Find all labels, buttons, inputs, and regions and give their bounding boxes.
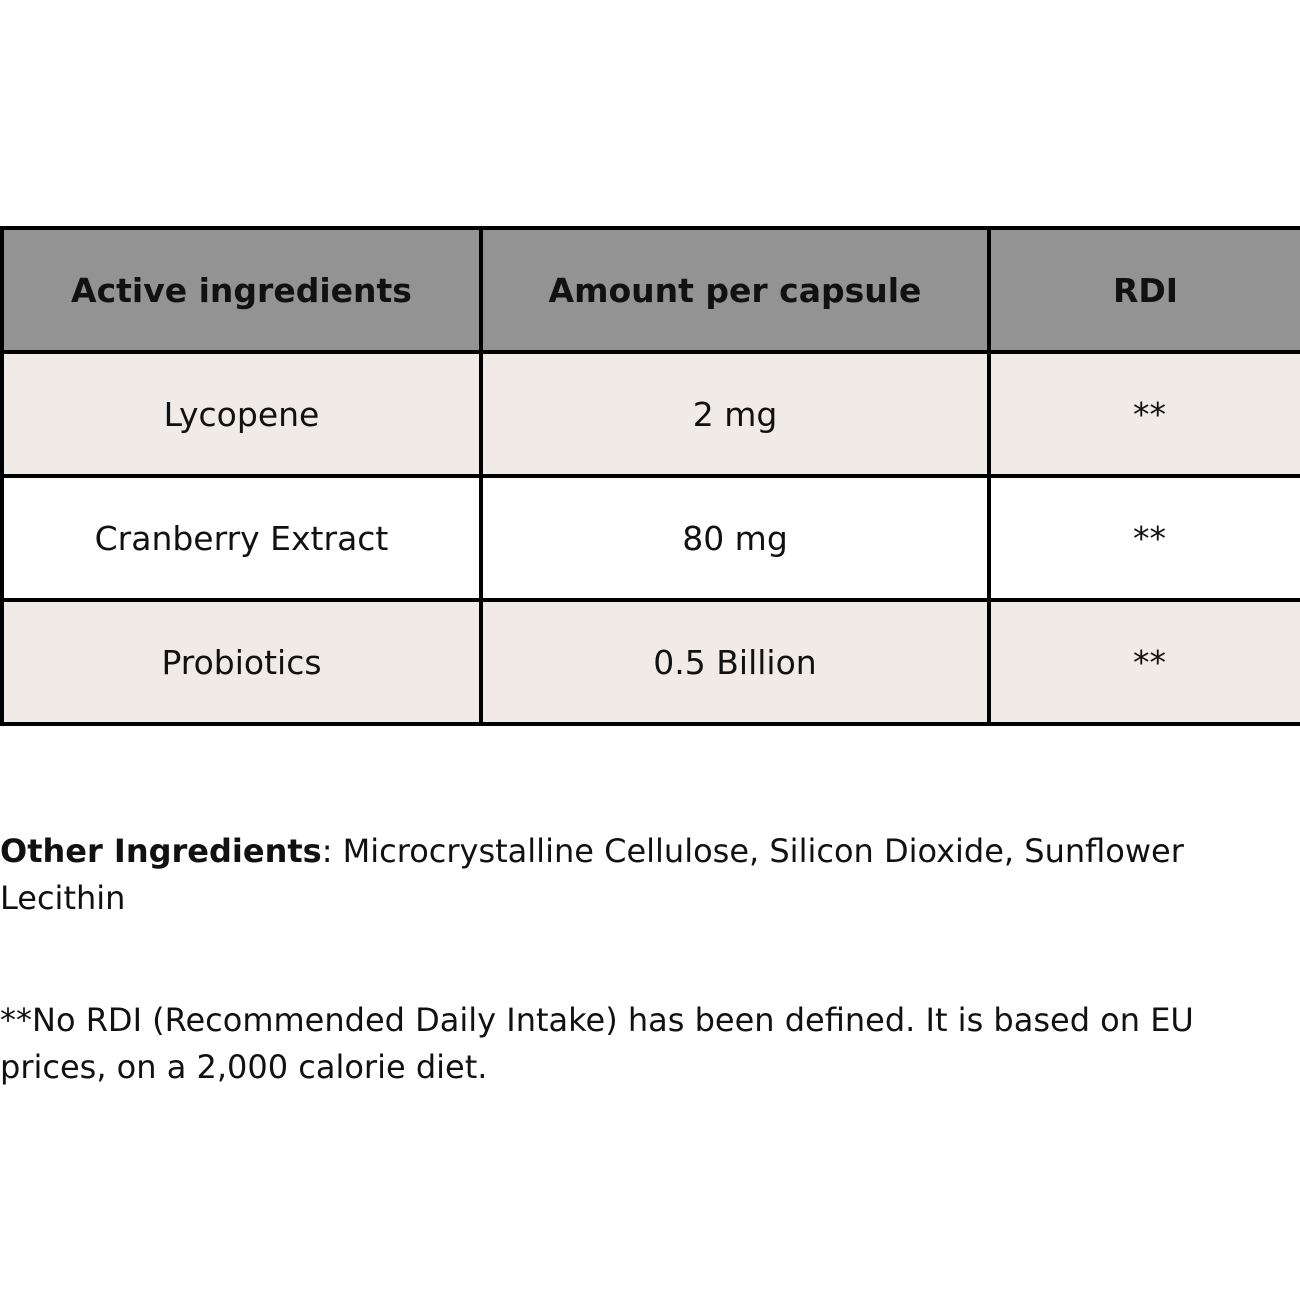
other-ingredients-label: Other Ingredients	[0, 832, 322, 870]
ingredients-table-container	[0, 226, 1300, 726]
header-active-ingredients: Active ingredients	[2, 228, 481, 352]
table-row	[2, 352, 1300, 476]
other-ingredients-paragraph	[0, 828, 1280, 922]
ingredient-rdi: **	[989, 352, 1300, 476]
header-amount-per-capsule: Amount per capsule	[481, 228, 989, 352]
ingredient-amount: 80 mg	[481, 476, 989, 600]
ingredient-name: Cranberry Extract	[2, 476, 481, 600]
rdi-footnote: **No RDI (Recommended Daily Intake) has been defined. It is based on EU prices, on a 2,000 calorie diet.	[0, 1001, 1194, 1086]
table-row	[2, 476, 1300, 600]
other-ingredients-separator: :	[321, 832, 343, 870]
ingredient-rdi: **	[989, 600, 1300, 724]
ingredient-name: Lycopene	[2, 352, 481, 476]
ingredient-name: Probiotics	[2, 600, 481, 724]
table-header-row	[2, 228, 1300, 352]
ingredient-amount: 2 mg	[481, 352, 989, 476]
ingredient-amount: 0.5 Billion	[481, 600, 989, 724]
table-row	[2, 600, 1300, 724]
other-ingredients-text: Microcrystalline Cellulose, Silicon Dioxide, Sunflower Lecithin	[0, 832, 1184, 917]
header-rdi: RDI	[989, 228, 1300, 352]
ingredients-table	[0, 226, 1300, 726]
ingredient-rdi: **	[989, 476, 1300, 600]
